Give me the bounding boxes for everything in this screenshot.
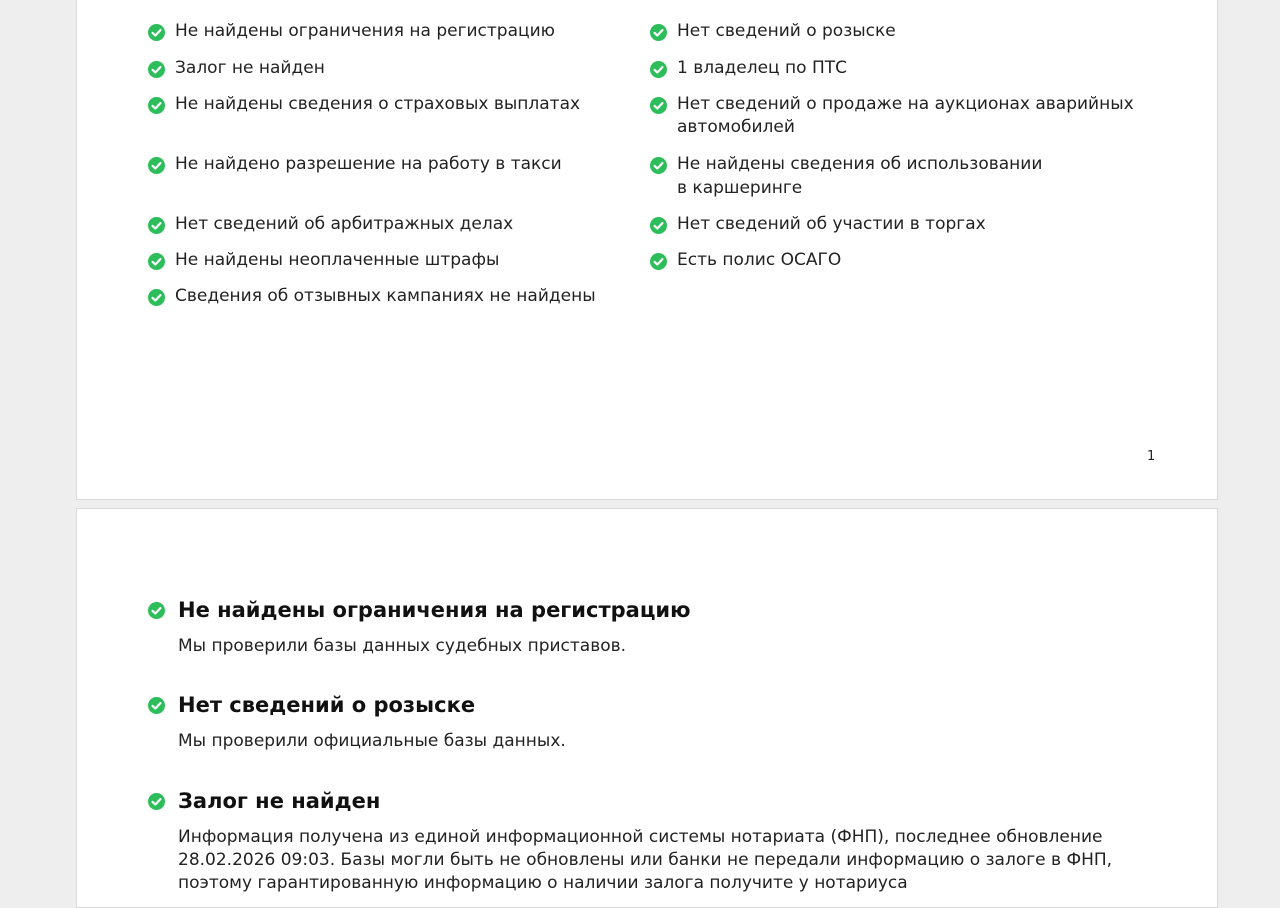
check-icon [650, 157, 667, 174]
section-title-wanted: Нет сведений о розыске [178, 693, 476, 717]
summary-item-carsharing: Не найдены сведения об использовании [677, 154, 1043, 174]
check-icon [148, 697, 165, 714]
check-icon [148, 97, 165, 114]
summary-item-arbitration: Нет сведений об арбитражных делах [175, 214, 514, 234]
summary-item-wanted: Нет сведений о розыске [677, 21, 896, 41]
summary-item-carsharing-line2: в каршеринге [677, 178, 803, 198]
summary-item-insurance: Не найдены сведения о страховых выплатах [175, 94, 581, 114]
summary-item-bidding: Нет сведений об участии в торгах [677, 214, 986, 234]
summary-item-registration: Не найдены ограничения на регистрацию [175, 21, 555, 41]
summary-item-recall: Сведения об отзывных кампаниях не найдены [175, 286, 596, 306]
check-icon [650, 61, 667, 78]
section-body-registration: Мы проверили базы данных судебных приставов. [178, 636, 627, 656]
summary-item-owners: 1 владелец по ПТС [677, 58, 847, 78]
summary-item-fines: Не найдены неоплаченные штрафы [175, 250, 500, 270]
check-icon [148, 61, 165, 78]
section-body-wanted: Мы проверили официальные базы данных. [178, 731, 566, 751]
summary-item-osago: Есть полис ОСАГО [677, 250, 842, 270]
check-icon [148, 793, 165, 810]
section-body-pledge: Информация получена из единой информационной системы нотариата (ФНП), последнее обновление 28.02.2026 09:03. Базы могли быть не обновлены или банки не передали информацию о залоге в ФНП, поэтому гарантированную информацию о наличии залога получите у нотариуса [178, 827, 1113, 893]
summary-item-auctions: Нет сведений о продаже на аукционах аварийных [677, 94, 1134, 114]
report-page-1 [76, 0, 1218, 500]
check-icon [650, 97, 667, 114]
check-icon [148, 253, 165, 270]
page-number: 1 [1147, 449, 1156, 464]
summary-item-pledge: Залог не найден [175, 58, 325, 78]
report-page-2 [76, 508, 1218, 908]
section-title-pledge: Залог не найден [178, 789, 381, 813]
section-title-registration: Не найдены ограничения на регистрацию [178, 598, 691, 622]
check-icon [650, 253, 667, 270]
check-icon [650, 24, 667, 41]
check-icon [148, 157, 165, 174]
check-icon [148, 602, 165, 619]
check-icon [650, 217, 667, 234]
check-icon [148, 289, 165, 306]
check-icon [148, 24, 165, 41]
summary-item-auctions-line2: автомобилей [677, 117, 795, 137]
check-icon [148, 217, 165, 234]
summary-item-taxi: Не найдено разрешение на работу в такси [175, 154, 562, 174]
